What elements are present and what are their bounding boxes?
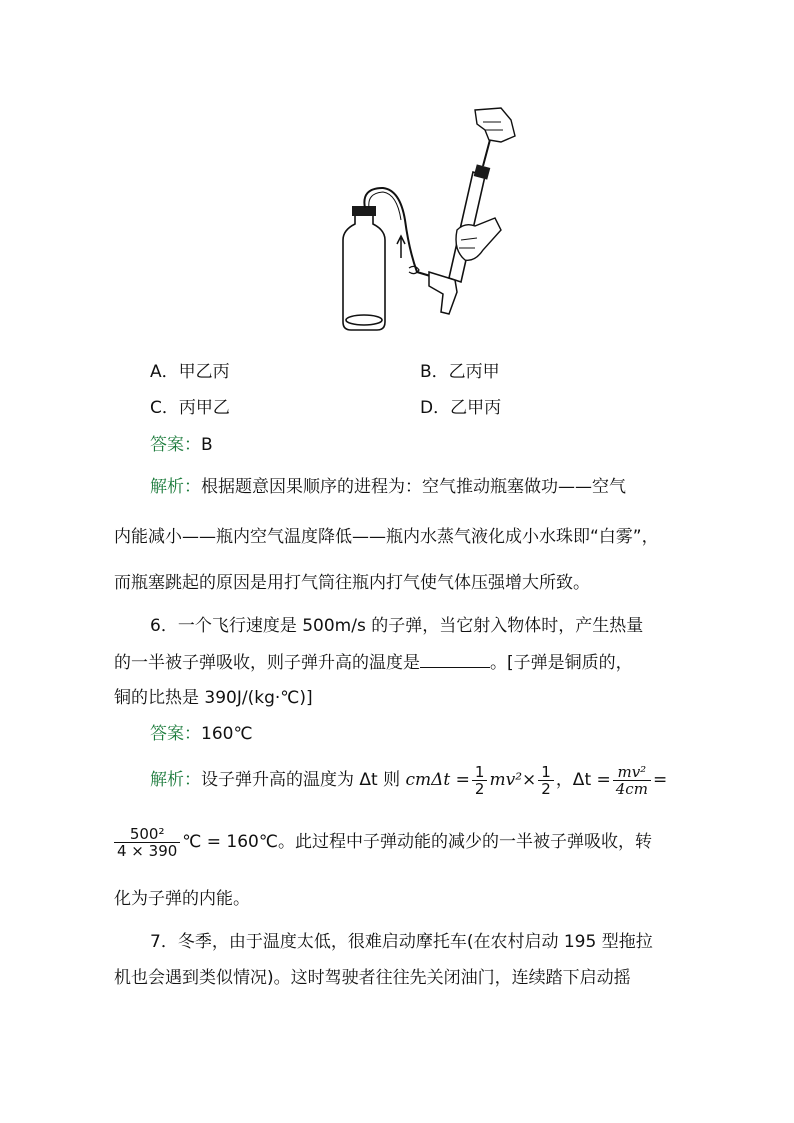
airflow-arrow-icon <box>397 236 405 258</box>
q5-analysis-line2: 内能减小——瓶内空气温度降低——瓶内水蒸气液化成小水珠即“白雾”， <box>114 527 659 547</box>
analysis-label: 解析： <box>150 477 201 497</box>
q6-line2: 的一半被子弹吸收，则子弹升高的温度是 。[子弹是铜质的， <box>114 653 633 673</box>
hose <box>364 188 437 278</box>
q6-line3: 铜的比热是 390J/(kg·℃)] <box>114 688 313 708</box>
q5-analysis-line3: 而瓶塞跳起的原因是用打气筒往瓶内打气使气体压强增大所致。 <box>114 573 590 593</box>
option-d: D．乙甲丙 <box>420 398 502 418</box>
fraction-value: $\frac{\text{500²}}{4 \times 390}$ <box>114 826 180 859</box>
q7-line1: 7．冬季，由于温度太低，很难启动摩托车(在农村启动 195 型拖拉 <box>150 932 653 952</box>
fraction-dt: $\frac{\text{mv²}}{4cm}$ <box>613 764 651 797</box>
answer-value: 160℃ <box>201 724 253 744</box>
q6-analysis-line2: $\frac{\text{500²}}{4 \times 390}$ ℃ = 160℃。此过程中子弹动能的减少的一半被子弹吸收，转 <box>114 822 652 862</box>
fraction-half: $\frac{1}{2}$ <box>538 764 554 797</box>
option-a: A．甲乙丙 <box>150 362 230 382</box>
q5-answer <box>150 434 213 456</box>
analysis-label: 解析： <box>150 770 201 790</box>
bottle-pump-figure <box>325 100 525 335</box>
hand-top <box>475 108 515 142</box>
bottle <box>343 214 385 330</box>
answer-blank <box>420 651 490 668</box>
q6-line1: 6．一个飞行速度是 500m/s 的子弹，当它射入物体时，产生热量 <box>150 616 644 636</box>
q6-analysis-line3: 化为子弹的内能。 <box>114 889 250 909</box>
q5-analysis-line1: 解析：根据题意因果顺序的进程为：空气推动瓶塞做功——空气 <box>150 477 626 497</box>
q6-analysis-line1: 解析： 设子弹升高的温度为 Δt 则 cmΔt = $\frac{1}{2}$ mv²× $\frac{1}{2}$ ，Δt = $\frac{\text{mv²}}{4cm}$ = <box>150 762 668 798</box>
answer-value: B <box>201 435 213 455</box>
option-c: C．丙甲乙 <box>150 398 230 418</box>
q6-answer <box>150 723 253 745</box>
fraction-half: $\frac{1}{2}$ <box>472 764 488 797</box>
option-b: B．乙丙甲 <box>420 362 500 382</box>
answer-label: 答案： <box>150 435 201 455</box>
answer-label: 答案： <box>150 724 201 744</box>
q7-line2: 机也会遇到类似情况)。这时驾驶者往往先关闭油门，连续踏下启动摇 <box>114 968 631 988</box>
